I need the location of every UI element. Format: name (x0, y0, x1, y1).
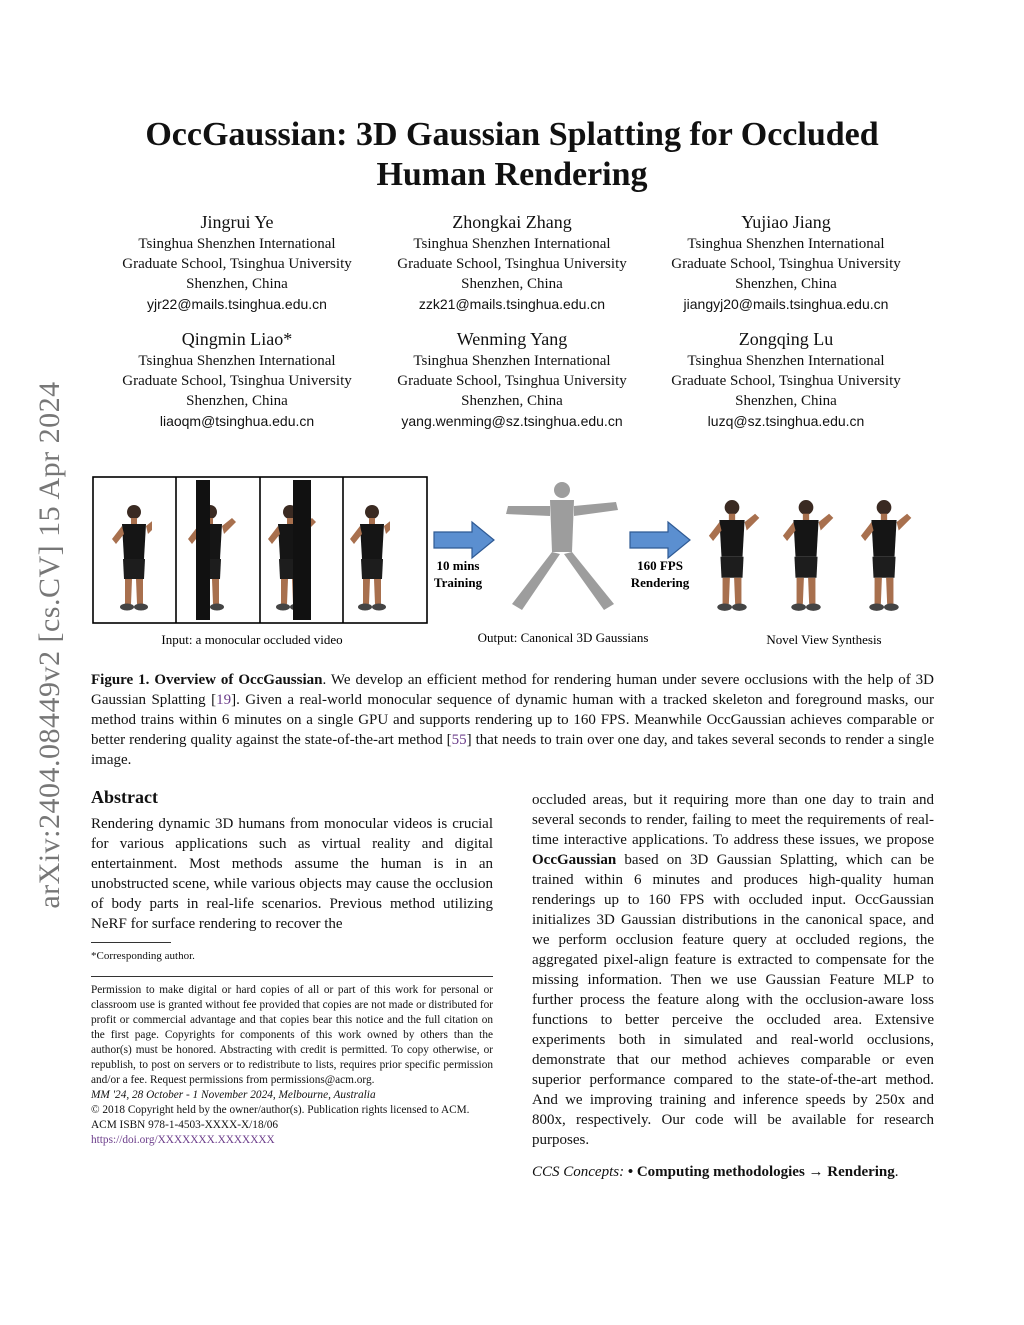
arrow1-label-line1: 10 mins (436, 558, 480, 573)
author-name: Qingmin Liao* (181, 329, 293, 349)
author-block-6 (651, 327, 921, 431)
label-output: Output: Canonical 3D Gaussians (477, 630, 649, 645)
author-email[interactable]: luzq@sz.tsinghua.edu.cn (707, 413, 865, 429)
author-affiliation: Tsinghua Shenzhen International (687, 353, 885, 369)
permission-text: Permission to make digital or hard copies of all or part of this work for personal or classroom use is granted without fee provided that copies are not made or distributed for profit or commercial advantage and that copies bear this notice and the full citation on the first page. Copyrights for components of this work owned by others than the author(s) must be honored. Abstracting with credit is permitted. To copy otherwise, or republish, to post on servers or to redistribute to lists, requires prior specific permission and/or a fee. Request permissions from permissions@acm.org. (91, 984, 493, 1086)
label-input: Input: a monocular occluded video (161, 632, 343, 647)
label-novel-view: Novel View Synthesis (766, 632, 882, 647)
doi-link[interactable]: https://doi.org/XXXXXXX.XXXXXXX (91, 1134, 275, 1146)
ccs-label: CCS Concepts: (532, 1164, 625, 1180)
footnote: *Corresponding author. (91, 950, 195, 962)
author-name: Zhongkai Zhang (452, 212, 572, 232)
author-affiliation: Tsinghua Shenzhen International (413, 353, 611, 369)
author-email[interactable]: yang.wenming@sz.tsinghua.edu.cn (401, 413, 623, 429)
author-block-1 (102, 210, 372, 314)
arrow2-label-line2: Rendering (630, 575, 690, 590)
arxiv-id: arXiv:2404.08449v2 [cs.CV] 15 Apr 2024 (33, 381, 66, 909)
author-name: Jingrui Ye (200, 212, 274, 232)
isbn: ACM ISBN 978-1-4503-XXXX-X/18/06 (91, 1119, 279, 1131)
author-affiliation: Graduate School, Tsinghua University (397, 373, 627, 389)
abstract-left-column: Rendering dynamic 3D humans from monocular videos is crucial for various applications such as virtual reality and digital entertainment. Most methods assume the human is in an unobstructed scene, while various objects may cause the occlusion of body parts in real-life scenarios. Previous method utilizing NeRF for surface rendering to recover the (91, 816, 493, 932)
author-email[interactable]: yjr22@mails.tsinghua.edu.cn (147, 296, 327, 312)
caption-text: ]. Given a real-world monocular sequence of dynamic human with a tracked skeleton and foreground masks, our method trains within 6 minutes on a single GPU and supports rendering up to 160 FPS. Meanwhile OccGaussian achieves comparable or better rendering quality against the state-of-the-art method [ (91, 692, 935, 748)
abstract-right-column (532, 790, 934, 1150)
author-affiliation: Tsinghua Shenzhen International (138, 236, 336, 252)
input-video-frames (93, 477, 427, 623)
overview-figure (90, 472, 936, 652)
author-city: Shenzhen, China (186, 276, 288, 292)
author-city: Shenzhen, China (461, 276, 563, 292)
author-name: Wenming Yang (456, 329, 568, 349)
permission-divider (91, 976, 493, 977)
ccs-end: . (894, 1164, 899, 1180)
footnote-divider (91, 942, 171, 943)
paper-title (90, 115, 934, 195)
ccs-concept: • Computing methodologies → Rendering (627, 1164, 895, 1180)
rendering-arrow (630, 522, 690, 558)
venue: MM '24, 28 October - 1 November 2024, Melbourne, Australia (91, 1089, 376, 1101)
author-affiliation: Tsinghua Shenzhen International (138, 353, 336, 369)
author-block-4 (102, 327, 372, 431)
author-city: Shenzhen, China (735, 393, 837, 409)
caption-lead: Figure 1. Overview of OccGaussian (91, 672, 323, 688)
novel-view-renders (709, 500, 911, 611)
author-email[interactable]: liaoqm@tsinghua.edu.cn (159, 413, 315, 429)
arrow2-label-line1: 160 FPS (637, 558, 683, 573)
author-city: Shenzhen, China (461, 393, 563, 409)
canonical-gaussians (506, 482, 618, 610)
author-city: Shenzhen, China (186, 393, 288, 409)
author-name: Zongqing Lu (738, 329, 834, 349)
title-line-2: Human Rendering (376, 156, 648, 193)
author-affiliation: Graduate School, Tsinghua University (122, 256, 352, 272)
training-arrow (434, 522, 494, 558)
permission-block (91, 983, 493, 1148)
copyright: © 2018 Copyright held by the owner/author(s). Publication rights licensed to ACM. (91, 1104, 470, 1116)
caption-text: ] that needs to train over one day, and takes several seconds to render a single image. (91, 732, 934, 768)
author-block-3 (651, 210, 921, 314)
author-email[interactable]: jiangyj20@mails.tsinghua.edu.cn (683, 296, 889, 312)
author-affiliation: Tsinghua Shenzhen International (413, 236, 611, 252)
title-line-1: OccGaussian: 3D Gaussian Splatting for Occluded (145, 116, 879, 153)
abstract-text: occluded areas, but it requiring more than one day to train and several seconds to render, failing to meet the requirements of real-time interactive applications. To address these issues, we propose (532, 792, 934, 848)
citation-link[interactable]: 19 (216, 692, 232, 708)
author-block-5 (377, 327, 647, 431)
arrow1-label-line2: Training (433, 575, 483, 590)
ccs-concepts (532, 1162, 934, 1182)
author-affiliation: Tsinghua Shenzhen International (687, 236, 885, 252)
citation-link[interactable]: 55 (451, 732, 467, 748)
arxiv-side-label (30, 350, 70, 940)
method-name: OccGaussian (532, 852, 617, 868)
caption-text: . We develop an efficient method for rendering human under severe occlusions with the help of 3D Gaussian Splatting [ (91, 672, 935, 708)
author-email[interactable]: zzk21@mails.tsinghua.edu.cn (418, 296, 606, 312)
abstract-text: based on 3D Gaussian Splatting, which can be trained within 6 minutes and produces high-quality human renderings up to 160 FPS with occluded input. OccGaussian initializes 3D Gaussian distributions in the canonical space, and we perform occlusion feature query at occluded regions, the aggregated pixel-align feature is extracted to compensate for the missing information. Then we use Gaussian Feature MLP to further process the feature along with the occlusion-aware loss functions to better perceive the occluded area. Extensive experiments both in simulated and real-world occlusions, demonstrate that our method achieves comparable or even superior performance compared to the state-of-the-art method. And we improving training and inference speeds by 250x and 800x, respectively. Our code will be available for research purposes. (532, 852, 934, 1148)
author-affiliation: Graduate School, Tsinghua University (122, 373, 352, 389)
figure-caption (91, 670, 934, 770)
author-affiliation: Graduate School, Tsinghua University (671, 256, 901, 272)
author-affiliation: Graduate School, Tsinghua University (671, 373, 901, 389)
author-name: Yujiao Jiang (741, 212, 831, 232)
author-city: Shenzhen, China (735, 276, 837, 292)
author-block-2 (377, 210, 647, 314)
abstract-heading: Abstract (91, 787, 158, 807)
author-affiliation: Graduate School, Tsinghua University (397, 256, 627, 272)
